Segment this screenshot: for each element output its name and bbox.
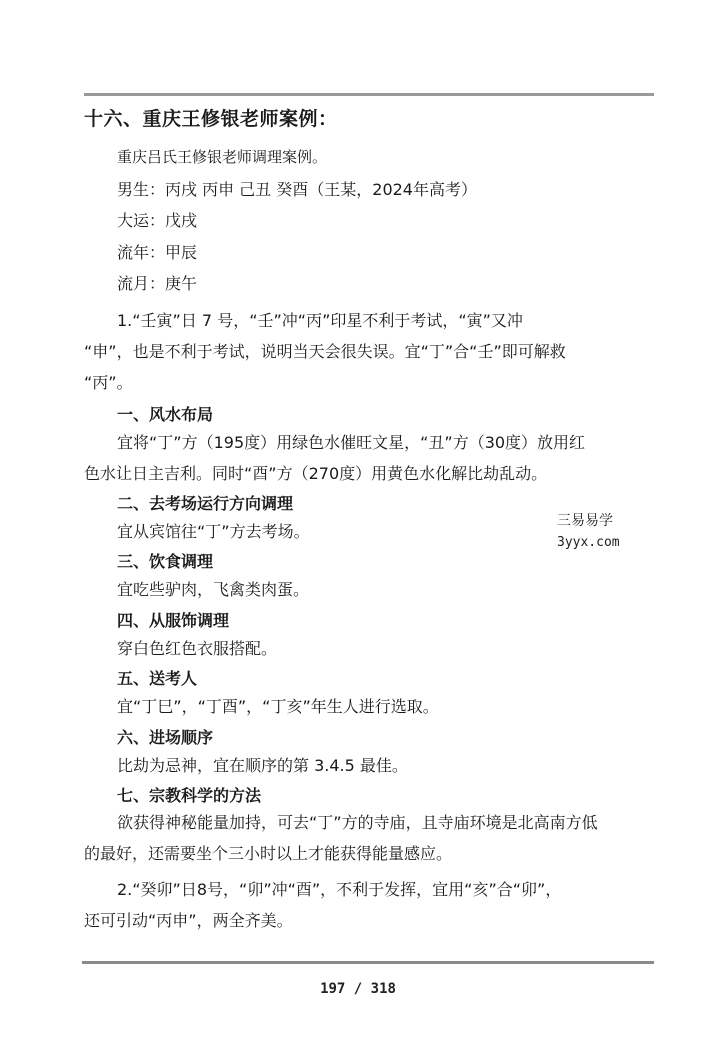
section2-line2: 还可引动“丙申”，两全齐美。: [84, 911, 293, 930]
page-number: 197 / 318: [320, 981, 396, 997]
section1-line1: 1.“壬寅”日 7 号，“壬”冲“丙”印星不利于考试，“寅”又冲: [117, 311, 523, 330]
religion-line1: 欲获得神秘能量加持，可去“丁”方的寺庙，且寺庙环境是北高南方低: [117, 813, 598, 832]
watermark-domain: 3yyx.com: [557, 535, 620, 550]
religion-paragraph: [84, 807, 598, 869]
escort-text: 宜“丁巳”，“丁酉”，“丁亥”年生人进行选取。: [117, 697, 439, 716]
religion-title: 七、宗教科学的方法: [117, 786, 262, 805]
route-title: 二、去考场运行方向调理: [117, 494, 294, 513]
diet-title: 三、饮食调理: [117, 552, 214, 571]
escort-title: 五、送考人: [117, 669, 198, 688]
intro-line: 重庆吕氏王修银老师调理案例。: [117, 148, 328, 166]
section1-line3: “丙”。: [84, 373, 133, 392]
liuyue-line: 流月：庚午: [117, 274, 198, 293]
liunian-line: 流年：甲辰: [117, 243, 198, 262]
religion-line2: 的最好，还需要坐个三小时以上才能获得能量感应。: [84, 844, 453, 863]
section1-paragraph: [84, 305, 566, 398]
diet-text: 宜吃些驴肉，飞禽类肉蛋。: [117, 580, 310, 599]
watermark: [557, 511, 620, 553]
fengshui-title: 一、风水布局: [117, 405, 214, 424]
section2-paragraph: [84, 874, 561, 936]
header-rule: [84, 93, 654, 96]
fengshui-paragraph: [84, 427, 585, 489]
section-heading: 十六、重庆王修银老师案例：: [84, 108, 338, 130]
watermark-name: 三易易学: [557, 513, 613, 529]
fengshui-line2: 色水让日主吉利。同时“酉”方（270度）用黄色水化解比劫乱动。: [84, 464, 548, 483]
route-text: 宜从宾馆往“丁”方去考场。: [117, 522, 310, 541]
section1-line2: “申”，也是不利于考试，说明当天会很失误。宜“丁”合“壬”即可解救: [84, 342, 566, 361]
clothing-title: 四、从服饰调理: [117, 611, 230, 630]
section2-line1: 2.“癸卯”日8号，“卯”冲“酉”，不利于发挥，宜用“亥”合“卯”，: [117, 880, 562, 899]
order-title: 六、进场顺序: [117, 728, 214, 747]
dayun-line: 大运：戊戌: [117, 211, 198, 230]
clothing-text: 穿白色红色衣服搭配。: [117, 639, 278, 658]
order-text: 比劫为忌神，宜在顺序的第 3.4.5 最佳。: [117, 756, 408, 775]
fengshui-line1: 宜将“丁”方（195度）用绿色水催旺文星，“丑”方（30度）放用红: [117, 433, 586, 452]
footer-rule: [82, 961, 654, 964]
birth-chart-line: 男生：丙戌 丙申 己丑 癸酉（王某，2024年高考）: [117, 180, 477, 199]
